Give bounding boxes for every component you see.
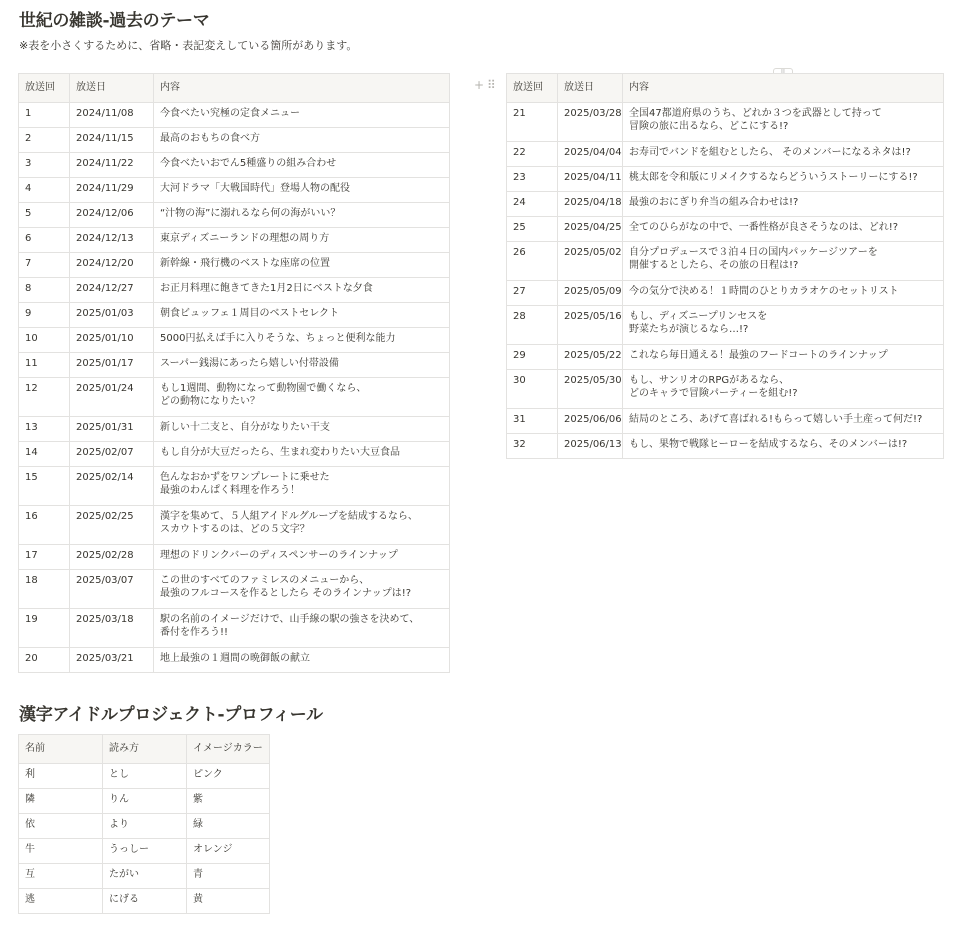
table-row <box>507 217 944 242</box>
content-cell[interactable]: 理想のドリンクバーのディスペンサーのラインナップ <box>154 545 450 570</box>
color-cell[interactable]: 紫 <box>187 789 270 814</box>
content-cell[interactable]: もし自分が大豆だったら、生まれ変わりたい大豆食品 <box>154 442 450 467</box>
col-header-color[interactable]: イメージカラー <box>187 735 270 764</box>
table-row <box>19 839 270 864</box>
table-row <box>507 142 944 167</box>
episode-cell[interactable]: 6 <box>19 228 70 253</box>
date-cell[interactable]: 2025/03/18 <box>70 609 154 648</box>
table-row <box>507 242 944 281</box>
content-cell[interactable]: 5000円払えば手に入りそうな、ちょっと便利な能力 <box>154 328 450 353</box>
name-cell[interactable]: 牛 <box>19 839 103 864</box>
name-cell[interactable]: 利 <box>19 764 103 789</box>
table-row <box>19 467 450 506</box>
table-row <box>19 353 450 378</box>
date-cell[interactable]: 2025/02/14 <box>70 467 154 506</box>
date-cell[interactable]: 2025/03/21 <box>70 648 154 673</box>
episode-cell[interactable]: 4 <box>19 178 70 203</box>
color-cell[interactable]: 黄 <box>187 889 270 914</box>
date-cell[interactable]: 2025/01/24 <box>70 378 154 417</box>
table-row <box>19 814 270 839</box>
table-row <box>507 281 944 306</box>
date-cell[interactable]: 2025/05/16 <box>558 306 623 345</box>
date-cell[interactable]: 2025/02/28 <box>70 545 154 570</box>
date-cell[interactable]: 2025/03/28 <box>558 103 623 142</box>
table-row <box>507 167 944 192</box>
col-header-reading[interactable]: 読み方 <box>103 735 187 764</box>
table-header-row <box>507 74 944 103</box>
content-cell[interactable]: 最高のおもちの食べ方 <box>154 128 450 153</box>
table-row <box>507 434 944 459</box>
table-row <box>19 328 450 353</box>
date-cell[interactable]: 2025/06/13 <box>558 434 623 459</box>
content-cell[interactable]: お寿司でバンドを組むとしたら、 そのメンバーになるネタは!? <box>623 142 944 167</box>
episode-cell[interactable]: 32 <box>507 434 558 459</box>
table-row <box>19 203 450 228</box>
table-row <box>19 864 270 889</box>
table-row <box>19 889 270 914</box>
date-cell[interactable]: 2024/12/06 <box>70 203 154 228</box>
table-row <box>19 417 450 442</box>
col-header-name[interactable]: 名前 <box>19 735 103 764</box>
content-cell[interactable]: 新しい十二支と、自分がなりたい干支 <box>154 417 450 442</box>
date-cell[interactable]: 2024/11/29 <box>70 178 154 203</box>
content-cell[interactable]: 全国47都道府県のうち、どれか３つを武器として持って 冒険の旅に出るなら、どこにする!? <box>623 103 944 142</box>
content-cell[interactable]: “汁物の海”に溺れるなら何の海がいい？ <box>154 203 450 228</box>
episode-cell[interactable]: 31 <box>507 409 558 434</box>
table-row <box>19 545 450 570</box>
color-cell[interactable]: 緑 <box>187 814 270 839</box>
date-cell[interactable]: 2025/05/22 <box>558 345 623 370</box>
content-cell[interactable]: 駅の名前のイメージだけで、山手線の駅の強さを決めて、 番付を作ろう!! <box>154 609 450 648</box>
col-header-content[interactable]: 内容 <box>623 74 944 103</box>
name-cell[interactable]: 依 <box>19 814 103 839</box>
episode-cell[interactable]: 7 <box>19 253 70 278</box>
date-cell[interactable]: 2025/01/03 <box>70 303 154 328</box>
content-cell[interactable]: 今食べたいおでん5種盛りの組み合わせ <box>154 153 450 178</box>
name-cell[interactable]: 互 <box>19 864 103 889</box>
episode-cell[interactable]: 1 <box>19 103 70 128</box>
drag-handle-icon[interactable]: ⠿ <box>487 78 496 92</box>
date-cell[interactable]: 2025/02/25 <box>70 506 154 545</box>
episode-cell[interactable]: 30 <box>507 370 558 409</box>
content-cell[interactable]: これなら毎日通える！最強のフードコートのラインナップ <box>623 345 944 370</box>
episode-cell[interactable]: 13 <box>19 417 70 442</box>
content-cell[interactable]: 地上最強の１週間の晩御飯の献立 <box>154 648 450 673</box>
content-cell[interactable]: 全てのひらがなの中で、一番性格が良さそうなのは、どれ!? <box>623 217 944 242</box>
episode-cell[interactable]: 5 <box>19 203 70 228</box>
episode-cell[interactable]: 21 <box>507 103 558 142</box>
episode-cell[interactable]: 14 <box>19 442 70 467</box>
table-row <box>19 303 450 328</box>
episode-cell[interactable]: 22 <box>507 142 558 167</box>
table-row <box>19 378 450 417</box>
table-row <box>19 253 450 278</box>
content-cell[interactable]: もし、果物で戦隊ヒーローを結成するなら、そのメンバーは!? <box>623 434 944 459</box>
color-cell[interactable]: オレンジ <box>187 839 270 864</box>
content-cell[interactable]: スーパー銭湯にあったら嬉しい付帯設備 <box>154 353 450 378</box>
content-cell[interactable]: 今食べたい究極の定食メニュー <box>154 103 450 128</box>
table-row <box>507 345 944 370</box>
date-cell[interactable]: 2025/05/30 <box>558 370 623 409</box>
date-cell[interactable]: 2024/12/20 <box>70 253 154 278</box>
page-note: ※表を小さくするために、省略・表記変えしている箇所があります。 <box>19 39 358 52</box>
color-cell[interactable]: 青 <box>187 864 270 889</box>
episode-cell[interactable]: 15 <box>19 467 70 506</box>
episode-cell[interactable]: 24 <box>507 192 558 217</box>
table-header-row <box>19 74 450 103</box>
col-header-content[interactable]: 内容 <box>154 74 450 103</box>
content-cell[interactable]: 最強のおにぎり弁当の組み合わせは!? <box>623 192 944 217</box>
date-cell[interactable]: 2024/12/13 <box>70 228 154 253</box>
content-cell[interactable]: 朝食ビュッフェ１周目のベストセレクト <box>154 303 450 328</box>
content-cell[interactable]: 大河ドラマ「大戦国時代」登場人物の配役 <box>154 178 450 203</box>
episode-cell[interactable]: 23 <box>507 167 558 192</box>
reading-cell[interactable]: うっしー <box>103 839 187 864</box>
date-cell[interactable]: 2025/01/31 <box>70 417 154 442</box>
idol-profile-table <box>18 734 270 914</box>
date-cell[interactable]: 2025/06/06 <box>558 409 623 434</box>
episode-cell[interactable]: 8 <box>19 278 70 303</box>
content-cell[interactable]: もし、サンリオのRPGがあるなら、 どのキャラで冒険パーティーを組む!? <box>623 370 944 409</box>
date-cell[interactable]: 2025/04/25 <box>558 217 623 242</box>
episode-cell[interactable]: 25 <box>507 217 558 242</box>
date-cell[interactable]: 2024/11/08 <box>70 103 154 128</box>
col-header-date[interactable]: 放送日 <box>558 74 623 103</box>
date-cell[interactable]: 2025/03/07 <box>70 570 154 609</box>
content-cell[interactable]: 今の気分で決める！１時間のひとりカラオケのセットリスト <box>623 281 944 306</box>
table-row <box>507 103 944 142</box>
episode-cell[interactable]: 26 <box>507 242 558 281</box>
date-cell[interactable]: 2025/04/11 <box>558 167 623 192</box>
content-cell[interactable]: 自分プロデュースで３泊４日の国内パッケージツアーを 開催するとしたら、その旅の日程は!? <box>623 242 944 281</box>
episode-cell[interactable]: 9 <box>19 303 70 328</box>
table-row <box>19 609 450 648</box>
date-cell[interactable]: 2024/11/22 <box>70 153 154 178</box>
date-cell[interactable]: 2024/11/15 <box>70 128 154 153</box>
reading-cell[interactable]: より <box>103 814 187 839</box>
table-row <box>19 442 450 467</box>
content-cell[interactable]: 色んなおかずをワンプレートに乗せた 最強のわんぱく料理を作ろう！ <box>154 467 450 506</box>
table-row <box>19 570 450 609</box>
content-cell[interactable]: 桃太郎を令和版にリメイクするならどういうストーリーにする!? <box>623 167 944 192</box>
episode-cell[interactable]: 12 <box>19 378 70 417</box>
date-cell[interactable]: 2025/05/09 <box>558 281 623 306</box>
content-cell[interactable]: 漢字を集めて、５人組アイドルグループを結成するなら、 スカウトするのは、どの５文字？ <box>154 506 450 545</box>
table-row <box>19 506 450 545</box>
episode-cell[interactable]: 29 <box>507 345 558 370</box>
table-row <box>19 178 450 203</box>
episode-cell[interactable]: 27 <box>507 281 558 306</box>
content-cell[interactable]: 東京ディズニーランドの理想の周り方 <box>154 228 450 253</box>
table-row <box>19 278 450 303</box>
table-row <box>507 306 944 345</box>
color-cell[interactable]: ピンク <box>187 764 270 789</box>
date-cell[interactable]: 2024/12/27 <box>70 278 154 303</box>
table-row <box>19 648 450 673</box>
col-header-episode[interactable]: 放送回 <box>19 74 70 103</box>
col-header-episode[interactable]: 放送回 <box>507 74 558 103</box>
table-row <box>19 153 450 178</box>
episode-cell[interactable]: 2 <box>19 128 70 153</box>
content-cell[interactable]: もし1週間、動物になって動物園で働くなら、 どの動物になりたい？ <box>154 378 450 417</box>
episode-cell[interactable]: 3 <box>19 153 70 178</box>
episode-cell[interactable]: 11 <box>19 353 70 378</box>
plus-icon[interactable]: + <box>474 78 485 92</box>
table-header-row <box>19 735 270 764</box>
episode-cell[interactable]: 20 <box>19 648 70 673</box>
date-cell[interactable]: 2025/04/04 <box>558 142 623 167</box>
table-row <box>507 409 944 434</box>
table-row <box>19 789 270 814</box>
name-cell[interactable]: 逃 <box>19 889 103 914</box>
reading-cell[interactable]: とし <box>103 764 187 789</box>
col-header-date[interactable]: 放送日 <box>70 74 154 103</box>
idol-section-title: 漢字アイドルプロジェクト-プロフィール <box>19 705 323 725</box>
content-cell[interactable]: お正月料理に飽きてきた1月2日にベストな夕食 <box>154 278 450 303</box>
episode-cell[interactable]: 19 <box>19 609 70 648</box>
name-cell[interactable]: 隣 <box>19 789 103 814</box>
table-row <box>19 103 450 128</box>
reading-cell[interactable]: たがい <box>103 864 187 889</box>
date-cell[interactable]: 2025/04/18 <box>558 192 623 217</box>
reading-cell[interactable]: にげる <box>103 889 187 914</box>
episode-cell[interactable]: 17 <box>19 545 70 570</box>
themes-table-left <box>18 73 450 673</box>
content-cell[interactable]: 結局のところ、あげて喜ばれる!もらって嬉しい手土産って何だ!? <box>623 409 944 434</box>
table-row <box>507 370 944 409</box>
date-cell[interactable]: 2025/01/10 <box>70 328 154 353</box>
table-row <box>507 192 944 217</box>
table-row <box>19 764 270 789</box>
page-title: 世紀の雑談-過去のテーマ <box>19 11 210 31</box>
episode-cell[interactable]: 18 <box>19 570 70 609</box>
date-cell[interactable]: 2025/02/07 <box>70 442 154 467</box>
date-cell[interactable]: 2025/01/17 <box>70 353 154 378</box>
episode-cell[interactable]: 16 <box>19 506 70 545</box>
reading-cell[interactable]: りん <box>103 789 187 814</box>
content-cell[interactable]: 新幹線・飛行機のベストな座席の位置 <box>154 253 450 278</box>
content-cell[interactable]: もし、ディズニープリンセスを 野菜たちが演じるなら…!? <box>623 306 944 345</box>
episode-cell[interactable]: 28 <box>507 306 558 345</box>
date-cell[interactable]: 2025/05/02 <box>558 242 623 281</box>
table-row <box>19 228 450 253</box>
table-row <box>19 128 450 153</box>
content-cell[interactable]: この世のすべてのファミレスのメニューから、 最強のフルコースを作るとしたら そのラインナップは!? <box>154 570 450 609</box>
themes-table-right <box>506 73 944 459</box>
episode-cell[interactable]: 10 <box>19 328 70 353</box>
